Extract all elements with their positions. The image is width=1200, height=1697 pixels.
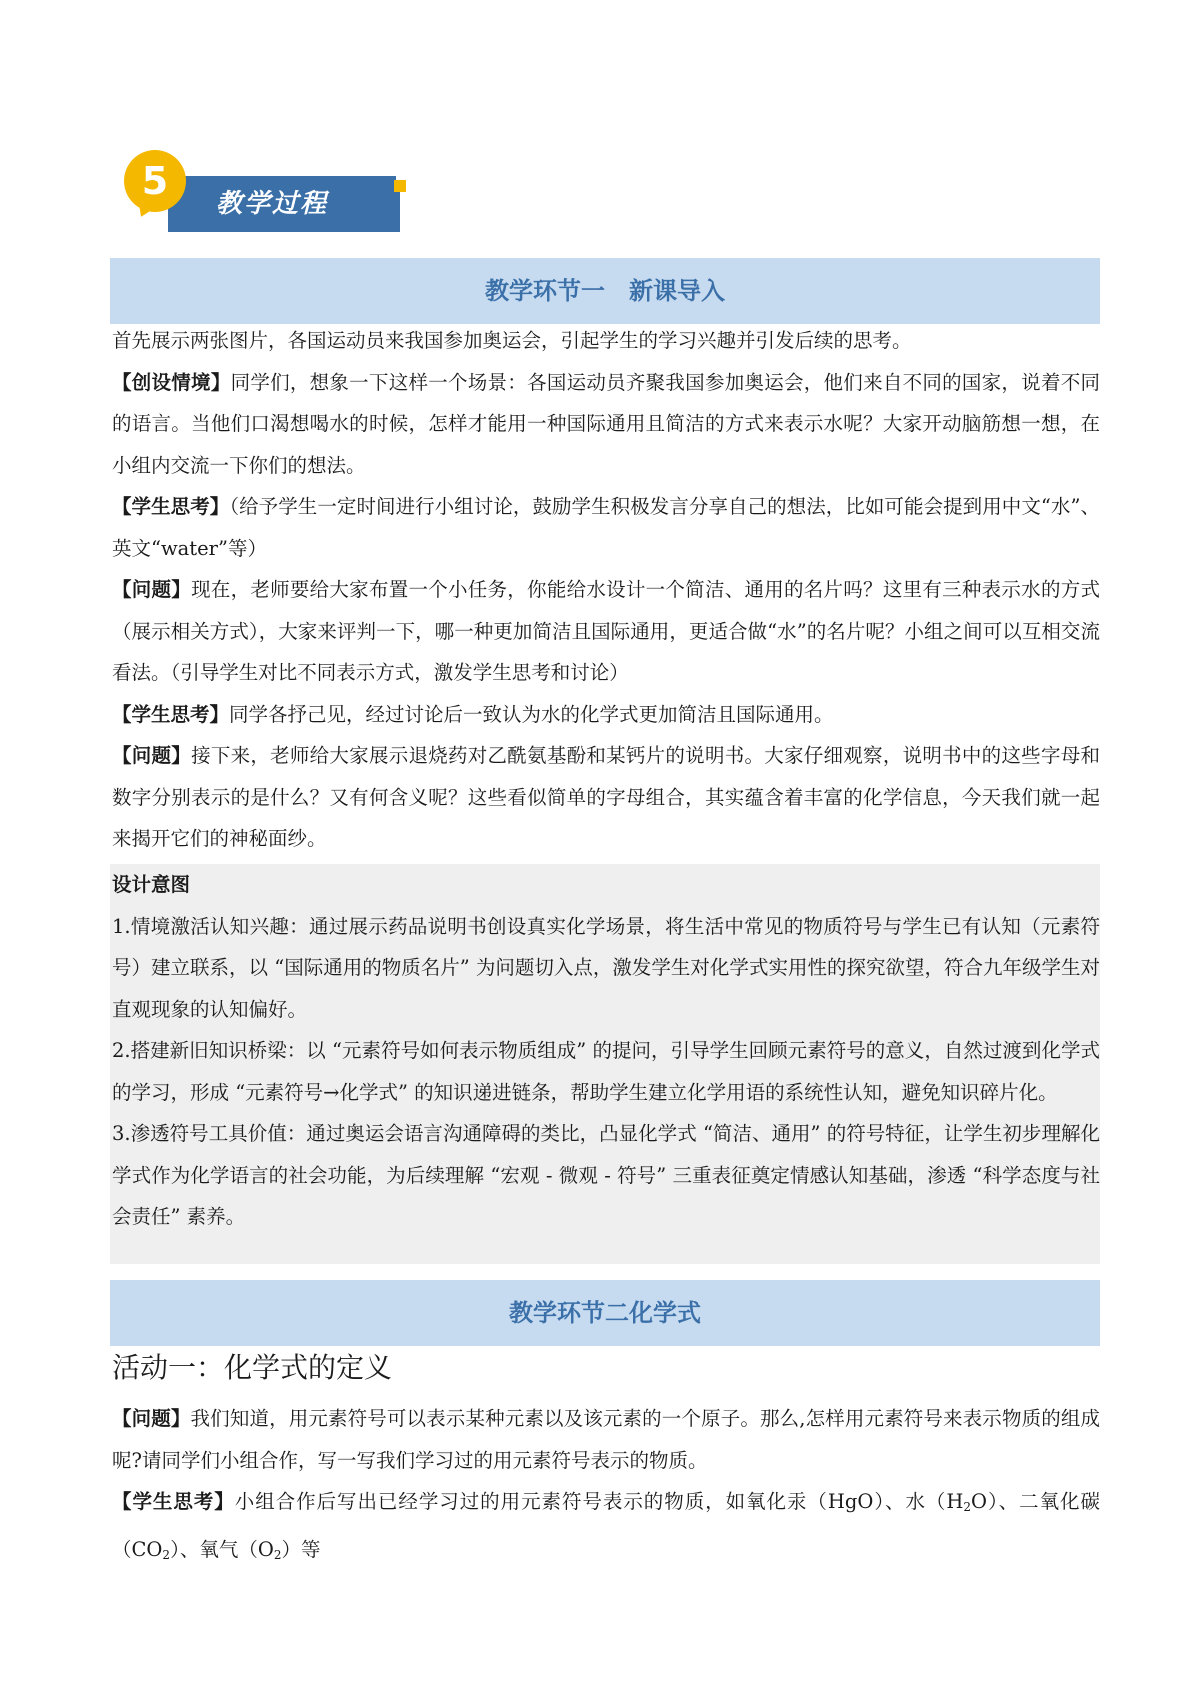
subscript: 2	[162, 1547, 171, 1562]
badge-number: 5	[124, 150, 186, 212]
paragraph-question	[112, 569, 1100, 694]
design-intent-box	[110, 864, 1100, 1264]
badge-accent	[388, 188, 400, 232]
tag-label: 【学生思考】	[112, 702, 230, 726]
paragraph-text: ）等	[281, 1537, 321, 1561]
tag-label: 【问题】	[112, 578, 192, 601]
section-badge	[124, 150, 404, 245]
badge-accent-dot	[394, 180, 406, 192]
intro-paragraph: 首先展示两张图片，各国运动员来我国参加奥运会，引起学生的学习兴趣并引发后续的思考。	[112, 329, 912, 352]
paragraph-text: 同学各抒己见，经过讨论后一致认为水的化学式更加简洁且国际通用。	[229, 702, 834, 726]
paragraph-text: 现在，老师要给大家布置一个小任务，你能给水设计一个简洁、通用的名片吗？这里有三种表示水的方式（展示相关方式），大家来评判一下，哪一种更加简洁且国际通用，更适合做“水”的名片呢？小组之间可以互相交流看法。（引导学生对比不同表示方式，激发学生思考和讨论）	[112, 578, 1100, 684]
paragraph-text: 接下来，老师给大家展示退烧药对乙酰氨基酚和某钙片的说明书。大家仔细观察，说明书中的这些字母和数字分别表示的是什么？又有何含义呢？这些看似简单的字母组合，其实蕴含着丰富的化学信息，今天我们就一起来揭开它们的神秘面纱。	[112, 744, 1100, 850]
tag-label: 【问题】	[112, 744, 192, 767]
paragraph-student-thinking	[112, 1481, 1100, 1576]
paragraph-text: ）、氧气（O	[170, 1537, 274, 1561]
tag-label: 【学生思考】	[112, 1490, 235, 1513]
design-intent-item: 2.搭建新旧知识桥梁：以 “元素符号如何表示物质组成” 的提问，引导学生回顾元素符号的意义，自然过渡到化学式的学习，形成 “元素符号→化学式” 的知识递进链条，帮助学生建立化学用语的系统性认知，避免知识碎片化。	[112, 1039, 1100, 1104]
activity-title: 活动一：化学式的定义	[112, 1351, 393, 1384]
paragraph-text: 我们知道，用元素符号可以表示某种元素以及该元素的一个原子。那么,怎样用元素符号来表示物质的组成呢?请同学们小组合作，写一写我们学习过的用元素符号表示的物质。	[112, 1407, 1100, 1472]
paragraph-student-thinking	[112, 694, 1100, 736]
design-intent-title: 设计意图	[112, 873, 191, 896]
tag-label: 【创设情境】	[112, 370, 231, 394]
subscript: 2	[273, 1547, 282, 1562]
section2-body	[112, 1398, 1100, 1576]
paragraph-text: 小组合作后写出已经学习过的用元素符号表示的物质，如氧化汞（HgO）、水（H	[234, 1490, 964, 1513]
paragraph-student-thinking	[112, 486, 1100, 569]
tag-label: 【问题】	[112, 1407, 191, 1430]
section1-body	[112, 320, 1100, 860]
section-header-1: 教学环节一 新课导入	[110, 258, 1100, 324]
paragraph-question	[112, 735, 1100, 860]
design-intent-item: 3.渗透符号工具价值：通过奥运会语言沟通障碍的类比，凸显化学式 “简洁、通用” 的符号特征，让学生初步理解化学式作为化学语言的社会功能，为后续理解 “宏观 - 微观 - 符号” 三重表征奠定情感认知基础，渗透 “科学态度与社会责任” 素养。	[112, 1122, 1100, 1228]
section-header-2: 教学环节二化学式	[110, 1280, 1100, 1346]
paragraph-text: （给予学生一定时间进行小组讨论，鼓励学生积极发言分享自己的想法，比如可能会提到用中文“水”、英文“water”等）	[112, 495, 1100, 560]
subscript: 2	[963, 1500, 972, 1514]
paragraph-text: 同学们，想象一下这样一个场景：各国运动员齐聚我国参加奥运会，他们来自不同的国家，说着不同的语言。当他们口渴想喝水的时候，怎样才能用一种国际通用且简洁的方式来表示水呢？大家开动脑筋想一想，在小组内交流一下你们的想法。	[112, 370, 1100, 477]
paragraph-question	[112, 1398, 1100, 1481]
paragraph-scenario	[112, 362, 1100, 487]
badge-title: 教学过程	[216, 189, 329, 219]
design-intent-item: 1.情境激活认知兴趣：通过展示药品说明书创设真实化学场景，将生活中常见的物质符号与学生已有认知（元素符号）建立联系，以 “国际通用的物质名片” 为问题切入点，激发学生对化学式实用性的探究欲望，符合九年级学生对直观现象的认知偏好。	[112, 914, 1100, 1021]
tag-label: 【学生思考】	[112, 495, 230, 518]
paragraph-text: O）、二氧化碳（CO	[112, 1490, 1100, 1561]
